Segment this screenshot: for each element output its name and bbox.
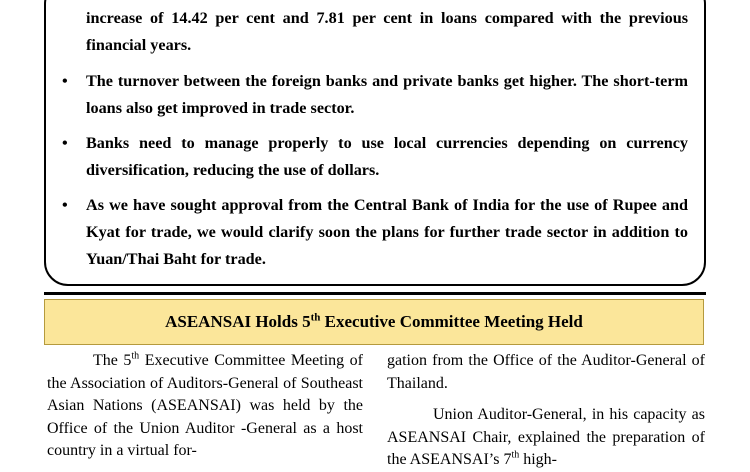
left-p1-pre: The 5 (93, 352, 132, 369)
bullet-icon: • (62, 72, 68, 90)
article-title-banner (44, 299, 704, 345)
bullet-item (62, 130, 688, 184)
bullet-icon: • (62, 196, 68, 214)
article-title-sup: th (310, 311, 321, 324)
article-title-pre: ASEANSAI Holds 5 (165, 312, 311, 331)
bullet-list (62, 68, 688, 281)
bullet-item (62, 192, 688, 273)
right-paragraph-2 (387, 404, 705, 472)
bullet-text: Banks need to manage properly to use local currencies depending on currency diversification, reducing the use of dollars. (86, 134, 688, 179)
box-continuation-text: increase of 14.42 per cent and 7.81 per cent in loans compared with the previous financial years. (86, 9, 688, 54)
left-paragraph-1 (47, 350, 363, 463)
article-title-post: Executive Committee Meeting Held (320, 312, 583, 331)
left-p1-post: Executive Committee Meeting of the Association of Auditors-General of Southeast Asian Nations (ASEANSAI) was held by the Office of the Union Auditor -General as a host country in a virtual for- (47, 352, 364, 460)
section-divider (44, 292, 706, 295)
right-p2-sup: th (511, 450, 520, 462)
bullet-text: The turnover between the foreign banks and private banks get higher. The short-term loans also get improved in trade sector. (86, 72, 688, 117)
right-p2-post: high- (519, 451, 558, 469)
bullet-text: As we have sought approval from the Central Bank of India for the use of Rupee and Kyat for trade, we would clarify soon the plans for further trade sector in addition to Yuan/Thai Baht for trade. (86, 196, 688, 268)
left-p1-sup: th (131, 350, 140, 362)
right-p2-pre: Union Auditor-General, in his capacity as ASEANSAI Chair, explained the preparation of the ASEANSAI’s 7 (387, 406, 705, 469)
bullet-item (62, 68, 688, 122)
article-title (165, 312, 583, 332)
article-right-column (387, 350, 705, 472)
article-left-column (47, 350, 363, 463)
bullet-icon: • (62, 134, 68, 152)
right-paragraph-1: gation from the Office of the Auditor-General of Thailand. (387, 352, 705, 392)
